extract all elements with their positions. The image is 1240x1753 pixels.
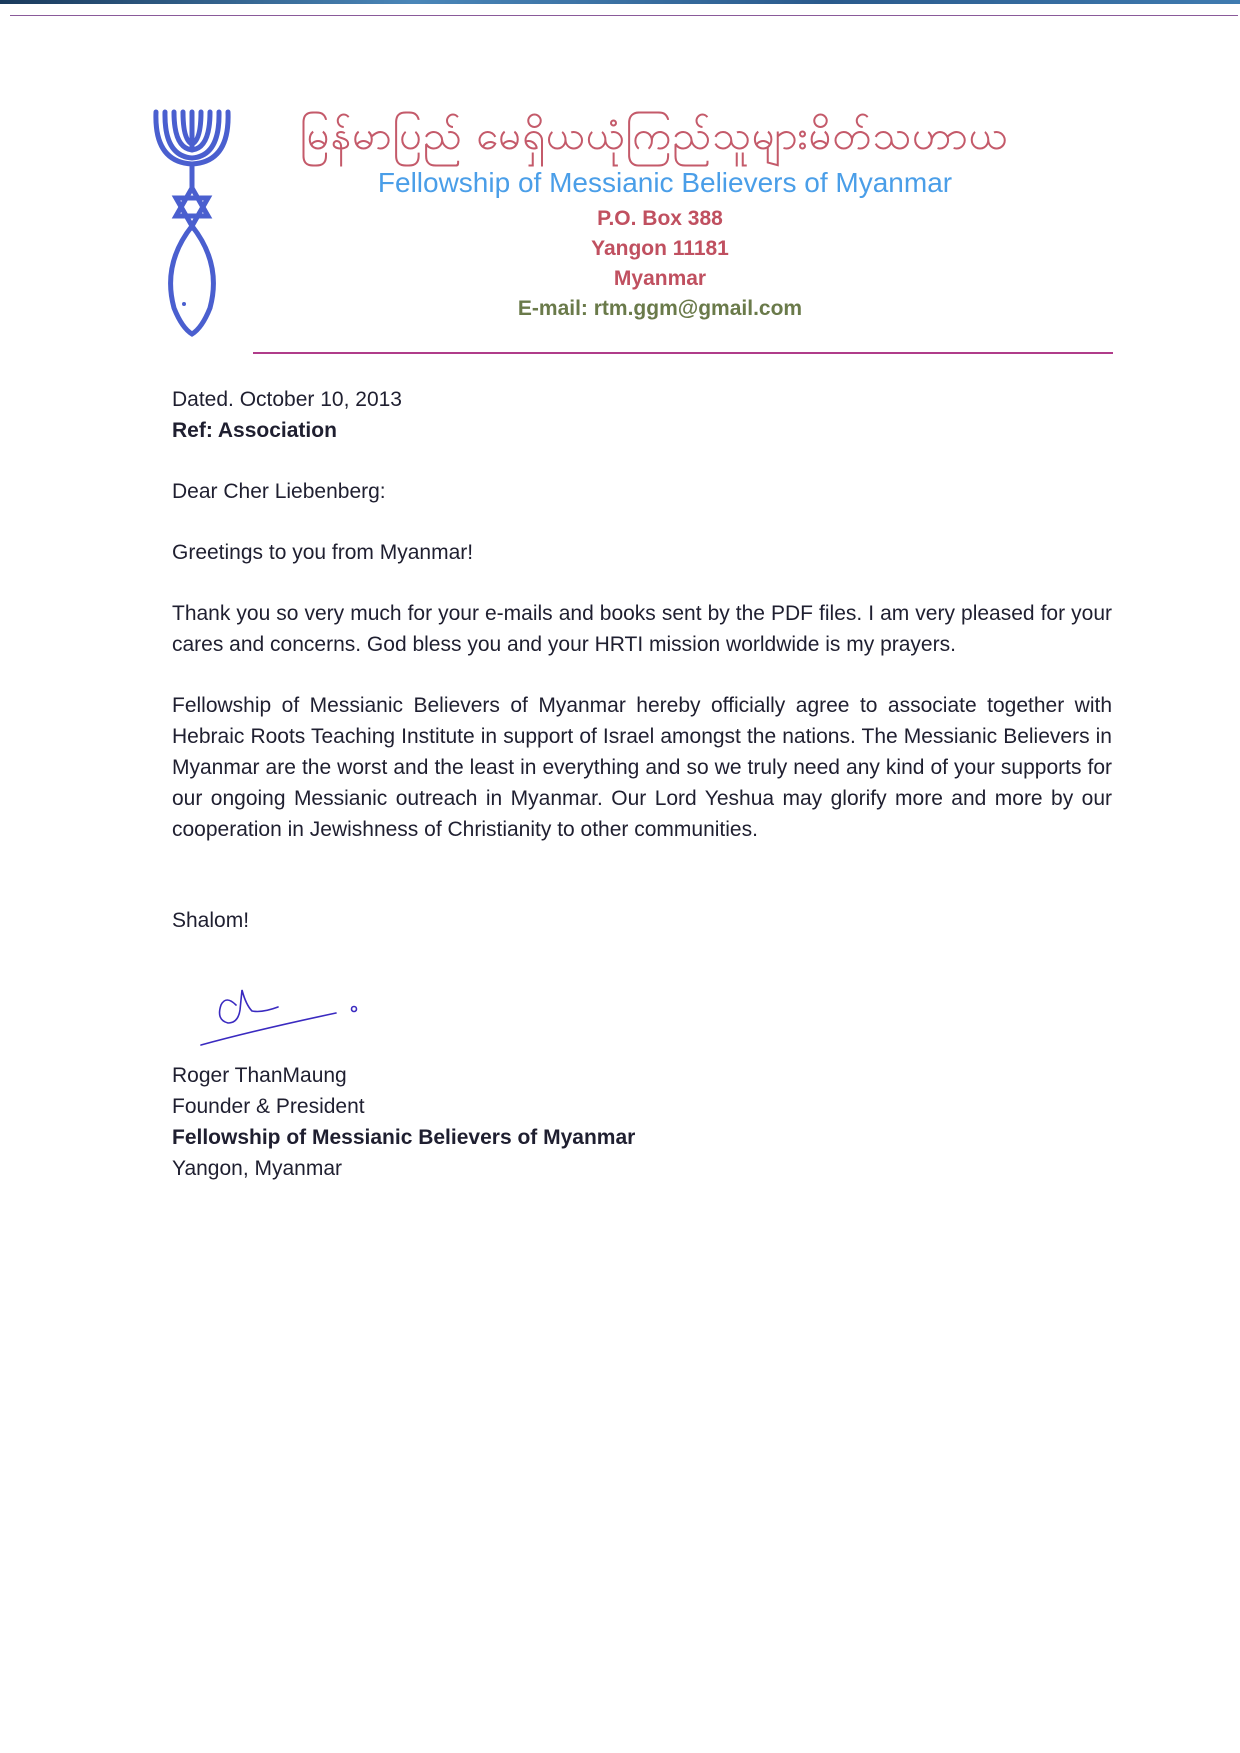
signatory-name: Roger ThanMaung [172,1064,347,1087]
signatory-organization: Fellowship of Messianic Believers of Myanmar [172,1126,636,1149]
messianic-seal-icon [152,104,232,338]
address-city: Yangon 11181 [591,237,729,260]
spacer [172,845,1112,905]
spacer [172,660,1112,690]
paragraph-association: Fellowship of Messianic Believers of Myanmar hereby officially agree to associate together with Hebraic Roots Teaching Institute in support of Israel amongst the nations. The Messianic Believers in Myanmar are the worst and the least in everything and so we truly need any kind of your supports for our ongoing Messianic outreach in Myanmar. Our Lord Yeshua may glorify more and more by our cooperation in Jewishness of Christianity to other communities. [172,694,1112,841]
letterhead [250,112,1070,324]
address-country: Myanmar [613,267,707,290]
letter-reference: Ref: Association [172,419,337,442]
spacer [172,568,1112,598]
address-po-box: P.O. Box 388 [597,207,723,230]
signatory-title: Founder & President [172,1095,365,1118]
letterhead-divider [253,352,1113,354]
signatory-location: Yangon, Myanmar [172,1157,343,1180]
spacer [172,507,1112,537]
letter-body [172,384,1112,936]
greeting: Greetings to you from Myanmar! [172,541,474,564]
spacer [172,446,1112,476]
handwritten-signature-icon [196,975,376,1055]
myanmar-org-title: မြန်မာပြည် မေရှိယယုံကြည်သူများမိတ်သဟာယ [300,113,1009,159]
org-name: Fellowship of Messianic Believers of Myanmar [377,167,953,198]
contact-email: E-mail: rtm.ggm@gmail.com [517,297,803,320]
signature-block [172,1060,635,1184]
closing-shalom: Shalom! [172,909,250,932]
paragraph-thanks: Thank you so very much for your e-mails and books sent by the PDF files. I am very pleased for your cares and concerns. God bless you and your HRTI mission worldwide is my prayers. [172,602,1112,656]
scan-top-edge [0,0,1240,4]
scan-top-rule [10,15,1238,16]
letter-date: Dated. October 10, 2013 [172,388,402,411]
salutation: Dear Cher Liebenberg: [172,480,386,503]
